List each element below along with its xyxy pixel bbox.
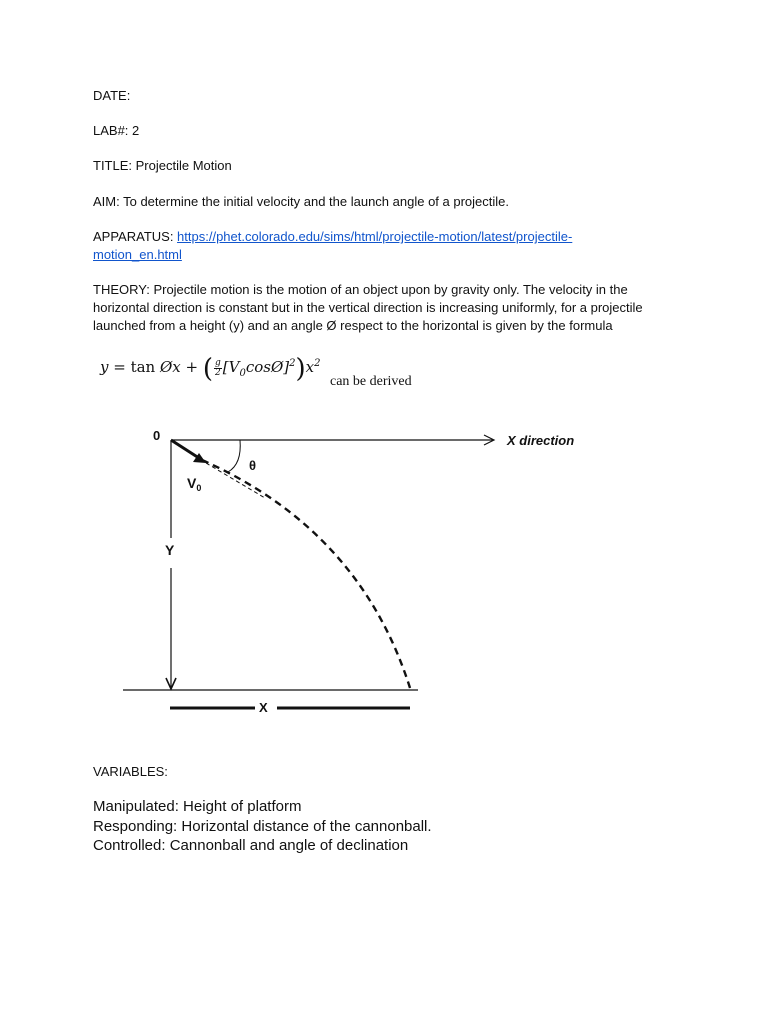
controlled-variable: Controlled: Cannonball and angle of declination — [93, 837, 409, 854]
trajectory-formula: y = tan Øx + ( $\frac{g}{2}$ $[V_0\cos Ø]^2)x^2$ — [100, 354, 321, 384]
manipulated-variable: Manipulated: Height of platform — [93, 798, 302, 815]
formula-suffix: can be derived — [330, 374, 412, 389]
lab-number-line: LAB#: 2 — [93, 123, 140, 138]
x-direction-label: X direction — [507, 433, 575, 448]
origin-label: 0 — [153, 428, 161, 443]
formula-fraction: $\frac{g}{2}$ — [215, 357, 221, 378]
formula-x-square: 2 — [314, 358, 321, 369]
projectile-diagram — [110, 420, 590, 720]
apparatus-paragraph — [93, 228, 683, 264]
formula-sub-zero: 0 — [239, 368, 246, 379]
apparatus-link-line2: motion_en.html — [93, 247, 182, 262]
angle-arc — [228, 440, 240, 472]
formula-bracket: [V — [222, 358, 240, 376]
y-label: Y — [165, 542, 175, 558]
apparatus-label: APPARATUS: — [93, 229, 178, 244]
formula-square: 2 — [289, 358, 296, 369]
formula-eq: = tan — [108, 358, 160, 376]
tangent-line — [206, 463, 265, 498]
formula-lhs: y — [100, 358, 109, 376]
apparatus-link-line1: https://phet.colorado.edu/sims/html/projectile-motion/latest/projectile- — [177, 229, 573, 244]
x-label: X — [259, 700, 268, 715]
trajectory-curve — [202, 460, 410, 688]
aim-line: AIM: To determine the initial velocity and the launch angle of a projectile. — [93, 194, 509, 209]
v0-label: $V_0$ — [187, 475, 202, 493]
formula-phi-x: Øx + — [160, 358, 203, 376]
responding-variable: Responding: Horizontal distance of the cannonball. — [93, 818, 432, 835]
theory-paragraph: THEORY: Projectile motion is the motion of an object upon by gravity only. The velocity in the horizontal direction is constant but in the vertical direction is increasing uniformly, for a projectile launched from a height (y) and an angle Ø respect to the horizontal is given by the formula — [93, 282, 643, 333]
formula-cos: cosØ] — [245, 358, 290, 376]
title-line: TITLE: Projectile Motion — [93, 158, 232, 173]
formula-x-term: x — [305, 358, 315, 376]
variables-heading: VARIABLES: — [93, 764, 168, 779]
theta-label: θ — [249, 458, 257, 473]
date-line: DATE: — [93, 88, 131, 103]
